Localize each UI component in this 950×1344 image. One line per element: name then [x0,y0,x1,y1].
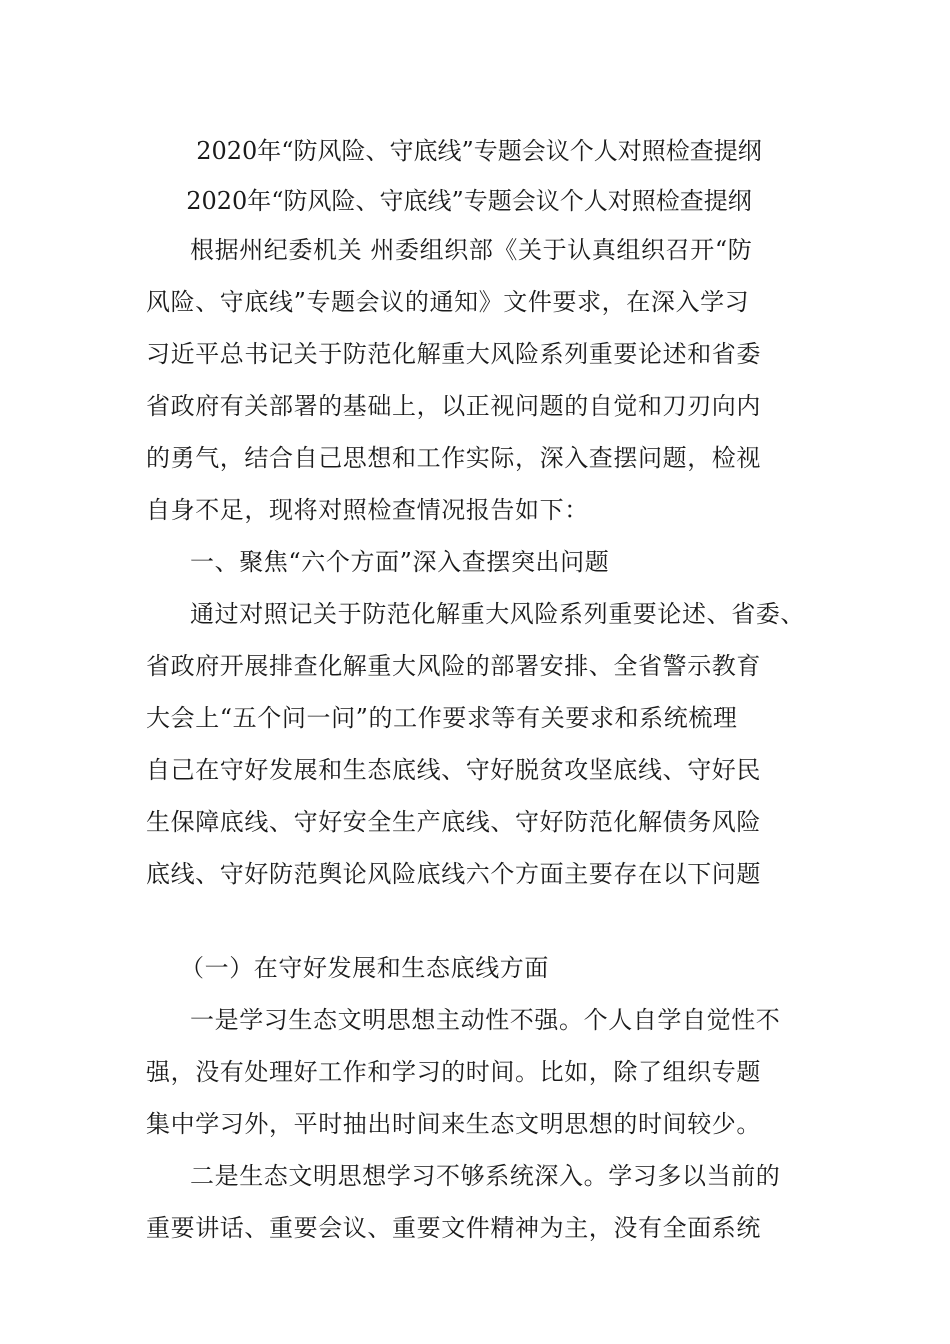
paragraph-line: 风险、守底线”专题会议的通知》文件要求，在深入学习 [146,288,750,316]
paragraph-line: 的勇气，结合自己思想和工作实际，深入查摆问题，检视 [146,444,761,472]
paragraph-line: 二是生态文明思想学习不够系统深入。学习多以当前的 [190,1162,781,1190]
paragraph-line: 自身不足，现将对照检查情况报告如下： [146,496,589,524]
document-subtitle: 2020年“防风险、守底线”专题会议个人对照检查提纲 [186,187,752,215]
paragraph-line: 省政府有关部署的基础上，以正视问题的自觉和刀刃向内 [146,392,761,420]
paragraph-line: 省政府开展排查化解重大风险的部署安排、全省警示教育 [146,652,761,680]
paragraph-line: 大会上“五个问一问”的工作要求等有关要求和系统梳理 [146,704,738,732]
document-title: 2020年“防风险、守底线”专题会议个人对照检查提纲 [196,137,762,165]
paragraph-line: 强，没有处理好工作和学习的时间。比如，除了组织专题 [146,1058,761,1086]
paragraph-line: 重要讲话、重要会议、重要文件精神为主，没有全面系统 [146,1214,761,1242]
paragraph-line: 自己在守好发展和生态底线、守好脱贫攻坚底线、守好民 [146,756,761,784]
paragraph-line: 通过对照记关于防范化解重大风险系列重要论述、省委、 [190,600,805,628]
paragraph-line: 集中学习外，平时抽出时间来生态文明思想的时间较少。 [146,1110,761,1138]
subsection-heading: （一）在守好发展和生态底线方面 [180,954,549,982]
paragraph-line: 一是学习生态文明思想主动性不强。个人自学自觉性不 [190,1006,781,1034]
paragraph-line: 生保障底线、守好安全生产底线、守好防范化解债务风险 [146,808,761,836]
section-heading: 一、聚焦“六个方面”深入查摆突出问题 [190,548,610,576]
paragraph-line: 底线、守好防范舆论风险底线六个方面主要存在以下问题 [146,860,761,888]
paragraph-line: 习近平总书记关于防范化解重大风险系列重要论述和省委 [146,340,761,368]
paragraph-line: 根据州纪委机关 州委组织部《关于认真组织召开“防 [190,236,753,264]
